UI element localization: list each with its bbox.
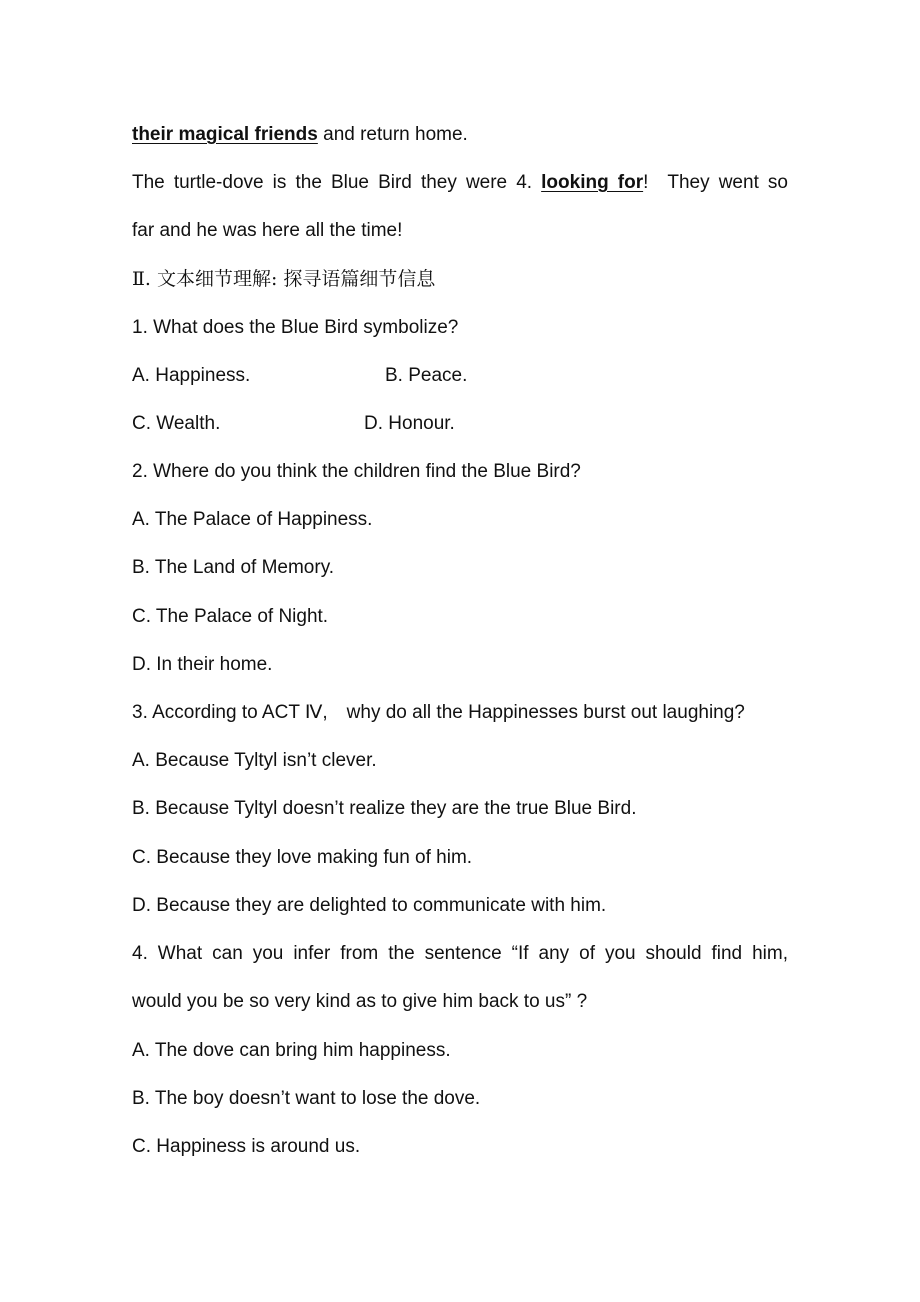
question-1-option-b: B. Peace. [385,365,468,386]
passage-text: and return home. [317,124,468,145]
question-1-option-d: D. Honour. [364,413,455,434]
passage-text: ! They went so [643,172,788,193]
passage-line-2 [132,171,788,195]
question-1-option-c: C. Wealth. [132,413,221,434]
question-1-option-a: A. Happiness. [132,365,251,386]
question-2-option-b: B. The Land of Memory. [132,557,335,578]
question-2-stem: 2. Where do you think the children find the Blue Bird? [132,461,581,482]
question-4-option-a: A. The dove can bring him happiness. [132,1040,451,1061]
question-2-option-c: C. The Palace of Night. [132,606,329,627]
question-3-option-d: D. Because they are delighted to communicate with him. [132,895,607,916]
question-4-stem-line-2: would you be so very kind as to give him back to us” ? [132,991,588,1012]
question-4-option-b: B. The boy doesn’t want to lose the dove. [132,1088,481,1109]
passage-text: The turtle-dove is the Blue Bird they were 4. [132,172,542,193]
blank-answer-3: their magical friends [132,124,318,145]
section-heading: Ⅱ. 文本细节理解: 探寻语篇细节信息 [132,268,436,290]
question-3-option-b: B. Because Tyltyl doesn’t realize they are the true Blue Bird. [132,798,637,819]
question-3-option-a: A. Because Tyltyl isn’t clever. [132,750,377,771]
passage-line-3: far and he was here all the time! [132,220,403,241]
blank-answer-4: looking for [541,172,644,193]
question-2-option-a: A. The Palace of Happiness. [132,509,373,530]
question-1-stem: 1. What does the Blue Bird symbolize? [132,317,459,338]
question-2-option-d: D. In their home. [132,654,273,675]
question-4-stem-line-1: 4. What can you infer from the sentence “If any of you should find him, [132,943,788,964]
question-4-option-c: C. Happiness is around us. [132,1136,361,1157]
question-3-stem: 3. According to ACT Ⅳ, why do all the Happinesses burst out laughing? [132,702,745,723]
question-3-option-c: C. Because they love making fun of him. [132,847,473,868]
passage-line-1 [132,123,468,147]
